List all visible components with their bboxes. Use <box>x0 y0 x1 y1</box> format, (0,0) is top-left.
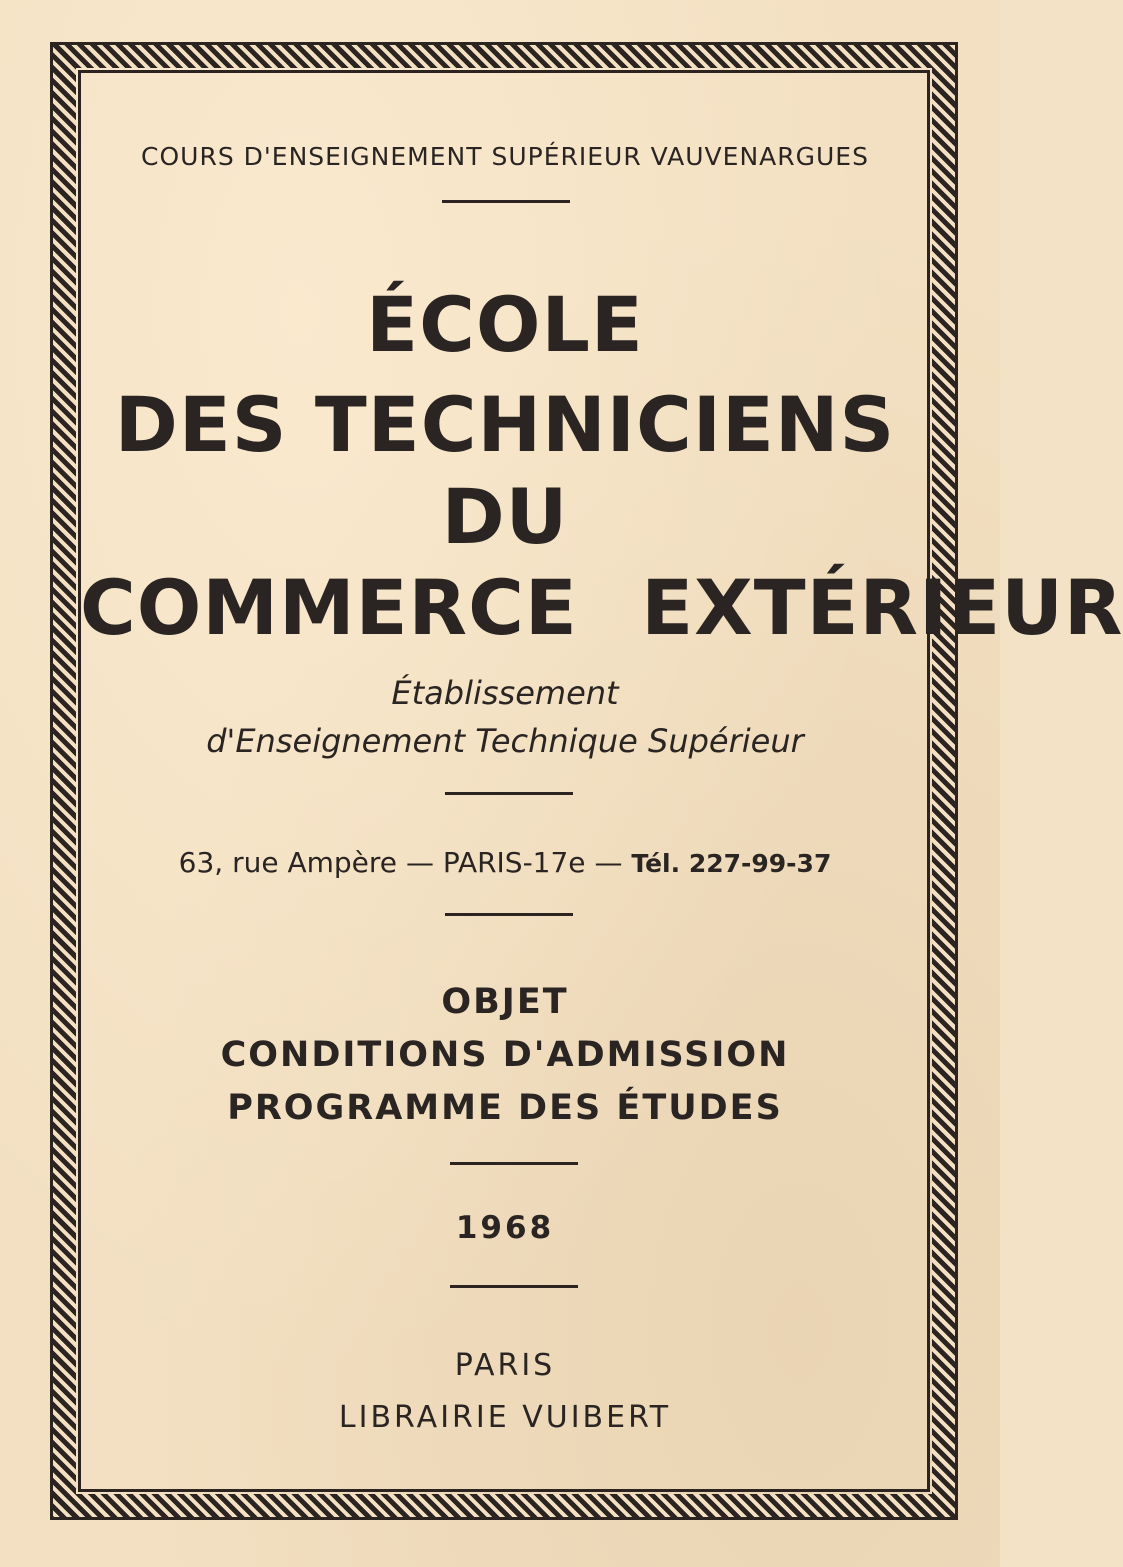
divider-rule <box>450 1162 578 1165</box>
divider-rule <box>445 913 573 916</box>
publisher-name: LIBRAIRIE VUIBERT <box>338 1400 672 1435</box>
address-street: 63, rue Ampère <box>178 846 398 879</box>
subtitle-line-1: Établissement <box>391 674 619 712</box>
contents-item-3: PROGRAMME DES ÉTUDES <box>227 1088 783 1128</box>
publisher-city: PARIS <box>454 1348 556 1383</box>
subtitle-line-2: d'Enseignement Technique Supérieur <box>206 722 804 760</box>
contents-item-1: OBJET <box>441 982 569 1022</box>
title-line-1: ÉCOLE <box>366 280 644 369</box>
title-line-2: DES TECHNICIENS <box>114 380 896 469</box>
divider-rule <box>442 200 570 203</box>
address-phone: Tél. 227-99-37 <box>631 849 832 878</box>
title-line-4: COMMERCE EXTÉRIEUR <box>80 563 1123 652</box>
publication-year: 1968 <box>455 1210 555 1246</box>
address-city: PARIS-17e <box>442 846 586 879</box>
institution-header: COURS D'ENSEIGNEMENT SUPÉRIEUR VAUVENARGUES <box>141 142 869 171</box>
divider-rule <box>445 792 573 795</box>
title-line-3: DU <box>441 472 569 561</box>
contents-item-2: CONDITIONS D'ADMISSION <box>220 1035 790 1075</box>
address-line: 63, rue Ampère — PARIS-17e — Tél. 227-99-37 <box>178 846 832 879</box>
divider-rule <box>450 1285 578 1288</box>
